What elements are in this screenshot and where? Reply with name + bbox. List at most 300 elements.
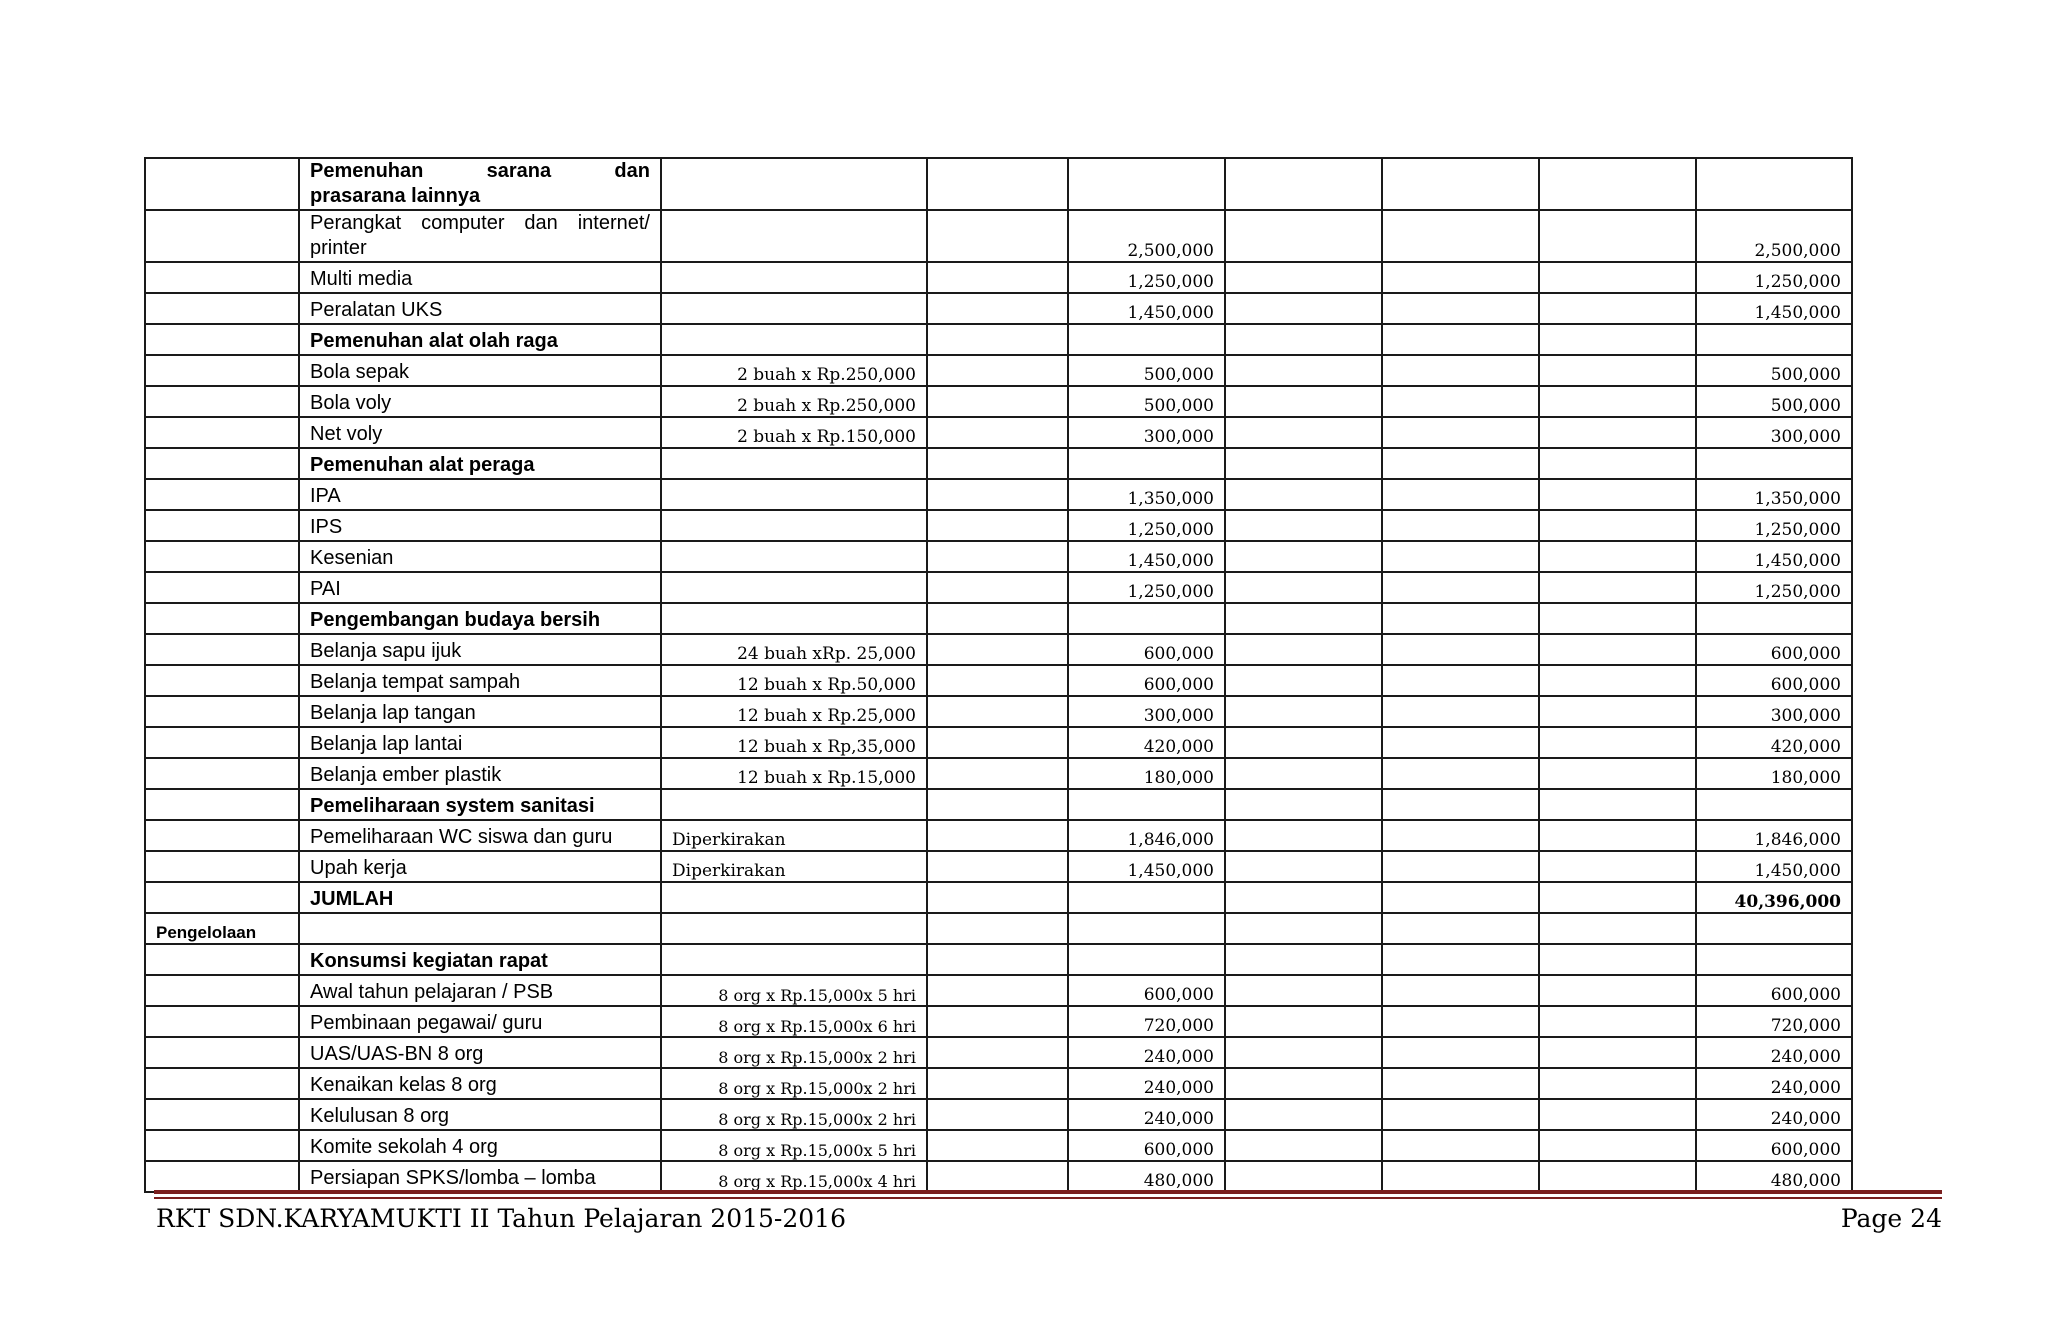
item-cell: Awal tahun pelajaran / PSB [299,975,661,1006]
volume-cell: 12 buah x Rp.15,000 [661,758,927,789]
item-cell: Pemenuhan alat peraga [299,448,661,479]
category-cell [145,510,299,541]
volume-cell [661,541,927,572]
blank-cell [927,820,1068,851]
item-cell: Bola voly [299,386,661,417]
total-cell: 1,450,000 [1696,851,1852,882]
blank-cell [1382,479,1539,510]
amount-cell: 420,000 [1068,727,1225,758]
category-cell [145,572,299,603]
footer-page-number: Page 24 [1840,1204,1942,1233]
blank-cell [1225,851,1382,882]
amount-cell [1068,913,1225,944]
total-cell: 480,000 [1696,1161,1852,1192]
volume-cell [661,324,927,355]
blank-cell [1225,448,1382,479]
table-row [145,789,1852,820]
blank-cell [927,448,1068,479]
volume-cell: Diperkirakan [661,820,927,851]
table-row [145,479,1852,510]
volume-cell [661,882,927,913]
blank-cell [1539,355,1696,386]
blank-cell [1225,572,1382,603]
blank-cell [927,541,1068,572]
blank-cell [1382,448,1539,479]
blank-cell [927,158,1068,210]
volume-cell [661,510,927,541]
amount-cell: 300,000 [1068,696,1225,727]
blank-cell [1382,355,1539,386]
blank-cell [927,727,1068,758]
blank-cell [1225,262,1382,293]
volume-cell: 8 org x Rp.15,000x 2 hri [661,1037,927,1068]
total-cell: 1,350,000 [1696,479,1852,510]
blank-cell [1382,758,1539,789]
category-cell [145,820,299,851]
item-cell: Belanja lap lantai [299,727,661,758]
amount-cell: 600,000 [1068,1130,1225,1161]
blank-cell [1225,882,1382,913]
total-cell: 300,000 [1696,417,1852,448]
blank-cell [1225,479,1382,510]
item-cell: Konsumsi kegiatan rapat [299,944,661,975]
item-cell: PAI [299,572,661,603]
volume-cell: 8 org x Rp.15,000x 4 hri [661,1161,927,1192]
category-cell [145,448,299,479]
blank-cell [1539,665,1696,696]
category-cell [145,479,299,510]
blank-cell [1539,262,1696,293]
blank-cell [927,1037,1068,1068]
total-cell: 1,250,000 [1696,510,1852,541]
category-cell [145,1130,299,1161]
amount-cell: 1,450,000 [1068,851,1225,882]
amount-cell [1068,324,1225,355]
blank-cell [1382,262,1539,293]
total-cell: 600,000 [1696,1130,1852,1161]
blank-cell [927,1006,1068,1037]
blank-cell [1382,510,1539,541]
blank-cell [1382,417,1539,448]
table-row [145,820,1852,851]
footer-document-title: RKT SDN.KARYAMUKTI II Tahun Pelajaran 2015-2016 [156,1204,846,1233]
blank-cell [1539,572,1696,603]
blank-cell [1225,355,1382,386]
item-cell: Multi media [299,262,661,293]
total-cell [1696,158,1852,210]
blank-cell [927,913,1068,944]
blank-cell [1225,758,1382,789]
blank-cell [1382,696,1539,727]
item-line-1: Perangkat computer dan internet/ [310,212,650,234]
blank-cell [1225,417,1382,448]
item-cell: Belanja ember plastik [299,758,661,789]
category-cell [145,1068,299,1099]
blank-cell [1539,696,1696,727]
blank-cell [1382,820,1539,851]
item-line-2: printer [310,237,367,259]
blank-cell [1382,789,1539,820]
blank-cell [1225,696,1382,727]
item-cell: IPS [299,510,661,541]
amount-cell: 1,250,000 [1068,510,1225,541]
blank-cell [1382,572,1539,603]
blank-cell [927,293,1068,324]
item-cell: JUMLAH [299,882,661,913]
blank-cell [1225,158,1382,210]
table-row [145,913,1852,944]
blank-cell [1382,1130,1539,1161]
amount-cell [1068,882,1225,913]
item-cell: Pemeliharaan system sanitasi [299,789,661,820]
blank-cell [1382,944,1539,975]
blank-cell [1225,665,1382,696]
item-cell: Bola sepak [299,355,661,386]
total-cell [1696,913,1852,944]
table-row [145,448,1852,479]
category-cell [145,355,299,386]
volume-cell [661,262,927,293]
total-cell: 300,000 [1696,696,1852,727]
volume-cell [661,293,927,324]
blank-cell [1539,417,1696,448]
table-row [145,510,1852,541]
footer-rule-thin [154,1197,1942,1199]
category-cell [145,1006,299,1037]
blank-cell [1382,913,1539,944]
item-cell: Kesenian [299,541,661,572]
item-cell [299,210,661,262]
blank-cell [1539,851,1696,882]
total-cell: 420,000 [1696,727,1852,758]
amount-cell [1068,158,1225,210]
volume-cell: 2 buah x Rp.150,000 [661,417,927,448]
total-cell [1696,944,1852,975]
blank-cell [1225,634,1382,665]
blank-cell [1225,1037,1382,1068]
blank-cell [1539,603,1696,634]
table-row [145,293,1852,324]
blank-cell [927,572,1068,603]
total-cell [1696,324,1852,355]
table-row [145,324,1852,355]
blank-cell [1382,1037,1539,1068]
category-cell [145,603,299,634]
amount-cell: 500,000 [1068,386,1225,417]
volume-cell: 2 buah x Rp.250,000 [661,386,927,417]
table-row [145,944,1852,975]
blank-cell [1225,541,1382,572]
item-cell [299,158,661,210]
category-cell [145,727,299,758]
item-cell: Upah kerja [299,851,661,882]
category-cell [145,1099,299,1130]
blank-cell [927,789,1068,820]
blank-cell [1382,541,1539,572]
category-cell [145,882,299,913]
budget-table [144,157,1853,1193]
blank-cell [1382,727,1539,758]
volume-cell [661,789,927,820]
volume-cell: 8 org x Rp.15,000x 2 hri [661,1068,927,1099]
total-cell: 1,250,000 [1696,262,1852,293]
table-row [145,262,1852,293]
volume-cell [661,944,927,975]
blank-cell [927,479,1068,510]
table-row [145,417,1852,448]
item-cell: Kelulusan 8 org [299,1099,661,1130]
item-cell: IPA [299,479,661,510]
blank-cell [1382,603,1539,634]
blank-cell [1225,820,1382,851]
table-row [145,158,1852,210]
blank-cell [1225,1006,1382,1037]
total-cell: 1,250,000 [1696,572,1852,603]
volume-cell [661,913,927,944]
blank-cell [1225,1099,1382,1130]
amount-cell: 1,450,000 [1068,541,1225,572]
category-cell [145,1037,299,1068]
blank-cell [1225,1161,1382,1192]
item-cell: Pengembangan budaya bersih [299,603,661,634]
amount-cell: 600,000 [1068,665,1225,696]
table-row [145,1068,1852,1099]
total-cell: 500,000 [1696,355,1852,386]
category-cell: Pengelolaan [145,913,299,944]
category-cell [145,975,299,1006]
blank-cell [1225,1068,1382,1099]
item-cell: Belanja sapu ijuk [299,634,661,665]
table-row [145,1161,1852,1192]
total-cell: 180,000 [1696,758,1852,789]
blank-cell [1539,913,1696,944]
blank-cell [1382,1161,1539,1192]
category-cell [145,324,299,355]
amount-cell: 1,846,000 [1068,820,1225,851]
item-cell [299,913,661,944]
item-line-1: Pemenuhan sarana dan [310,160,650,182]
total-cell: 720,000 [1696,1006,1852,1037]
volume-cell: 8 org x Rp.15,000x 6 hri [661,1006,927,1037]
volume-cell [661,210,927,262]
category-cell [145,417,299,448]
blank-cell [1539,448,1696,479]
table-row [145,975,1852,1006]
volume-cell [661,572,927,603]
table-row [145,386,1852,417]
blank-cell [927,355,1068,386]
blank-cell [1225,293,1382,324]
blank-cell [1225,386,1382,417]
item-cell: Pemenuhan alat olah raga [299,324,661,355]
item-cell: Persiapan SPKS/lomba – lomba [299,1161,661,1192]
table-body [145,158,1852,1192]
total-cell: 600,000 [1696,634,1852,665]
amount-cell: 600,000 [1068,975,1225,1006]
total-cell [1696,448,1852,479]
blank-cell [927,417,1068,448]
amount-cell: 240,000 [1068,1099,1225,1130]
item-cell: Peralatan UKS [299,293,661,324]
volume-cell [661,448,927,479]
table-row [145,634,1852,665]
blank-cell [1539,1037,1696,1068]
blank-cell [1539,944,1696,975]
blank-cell [1539,727,1696,758]
blank-cell [927,944,1068,975]
blank-cell [927,851,1068,882]
blank-cell [1382,882,1539,913]
blank-cell [1225,510,1382,541]
blank-cell [1382,210,1539,262]
volume-cell: 2 buah x Rp.250,000 [661,355,927,386]
total-cell: 240,000 [1696,1099,1852,1130]
blank-cell [927,510,1068,541]
volume-cell: 24 buah xRp. 25,000 [661,634,927,665]
blank-cell [1539,158,1696,210]
total-cell: 240,000 [1696,1068,1852,1099]
table-row [145,758,1852,789]
blank-cell [1382,1099,1539,1130]
blank-cell [1539,634,1696,665]
category-cell [145,789,299,820]
blank-cell [1382,634,1539,665]
blank-cell [1539,820,1696,851]
table-row [145,665,1852,696]
blank-cell [927,1130,1068,1161]
amount-cell: 720,000 [1068,1006,1225,1037]
blank-cell [1539,975,1696,1006]
total-cell [1696,789,1852,820]
blank-cell [1539,1099,1696,1130]
total-cell: 240,000 [1696,1037,1852,1068]
blank-cell [927,1099,1068,1130]
amount-cell: 240,000 [1068,1068,1225,1099]
item-cell: Net voly [299,417,661,448]
table-row [145,851,1852,882]
blank-cell [1539,210,1696,262]
blank-cell [1382,1006,1539,1037]
amount-cell [1068,448,1225,479]
amount-cell: 180,000 [1068,758,1225,789]
blank-cell [927,696,1068,727]
table-row [145,727,1852,758]
total-cell: 1,846,000 [1696,820,1852,851]
item-cell: Pemeliharaan WC siswa dan guru [299,820,661,851]
blank-cell [1539,789,1696,820]
footer-rule-thick [154,1190,1942,1194]
total-cell: 1,450,000 [1696,293,1852,324]
table-row [145,1006,1852,1037]
blank-cell [1539,1130,1696,1161]
volume-cell [661,479,927,510]
total-cell: 600,000 [1696,665,1852,696]
blank-cell [927,262,1068,293]
blank-cell [927,975,1068,1006]
total-cell [1696,603,1852,634]
amount-cell: 1,350,000 [1068,479,1225,510]
table-row [145,355,1852,386]
amount-cell [1068,944,1225,975]
blank-cell [1539,386,1696,417]
item-cell: Belanja lap tangan [299,696,661,727]
category-cell [145,634,299,665]
item-cell: UAS/UAS-BN 8 org [299,1037,661,1068]
amount-cell: 600,000 [1068,634,1225,665]
blank-cell [1539,1068,1696,1099]
blank-cell [1225,944,1382,975]
category-cell [145,210,299,262]
total-cell: 500,000 [1696,386,1852,417]
item-cell: Belanja tempat sampah [299,665,661,696]
blank-cell [1225,975,1382,1006]
category-cell [145,262,299,293]
category-cell [145,158,299,210]
blank-cell [927,386,1068,417]
category-cell [145,293,299,324]
blank-cell [1225,324,1382,355]
category-cell [145,665,299,696]
blank-cell [1382,975,1539,1006]
blank-cell [927,1068,1068,1099]
blank-cell [927,210,1068,262]
table-row [145,1099,1852,1130]
blank-cell [1539,324,1696,355]
blank-cell [1225,727,1382,758]
blank-cell [927,603,1068,634]
blank-cell [927,882,1068,913]
category-cell [145,1161,299,1192]
blank-cell [927,634,1068,665]
amount-cell: 300,000 [1068,417,1225,448]
blank-cell [1382,293,1539,324]
table-row [145,541,1852,572]
amount-cell: 480,000 [1068,1161,1225,1192]
blank-cell [1539,1006,1696,1037]
blank-cell [1225,603,1382,634]
category-cell [145,541,299,572]
table-row [145,572,1852,603]
amount-cell: 1,250,000 [1068,572,1225,603]
volume-cell: 12 buah x Rp,35,000 [661,727,927,758]
blank-cell [1225,789,1382,820]
total-cell: 1,450,000 [1696,541,1852,572]
blank-cell [1382,158,1539,210]
category-cell [145,758,299,789]
blank-cell [1539,510,1696,541]
amount-cell [1068,789,1225,820]
volume-cell: 12 buah x Rp.25,000 [661,696,927,727]
amount-cell: 2,500,000 [1068,210,1225,262]
blank-cell [1382,665,1539,696]
item-cell: Kenaikan kelas 8 org [299,1068,661,1099]
category-cell [145,944,299,975]
volume-cell [661,158,927,210]
blank-cell [1539,1161,1696,1192]
blank-cell [927,758,1068,789]
blank-cell [1539,541,1696,572]
blank-cell [1382,851,1539,882]
total-cell: 40,396,000 [1696,882,1852,913]
blank-cell [1382,1068,1539,1099]
table-row [145,882,1852,913]
blank-cell [1382,386,1539,417]
volume-cell: 8 org x Rp.15,000x 2 hri [661,1099,927,1130]
blank-cell [1382,324,1539,355]
category-cell [145,386,299,417]
item-cell: Pembinaan pegawai/ guru [299,1006,661,1037]
table-row [145,1037,1852,1068]
